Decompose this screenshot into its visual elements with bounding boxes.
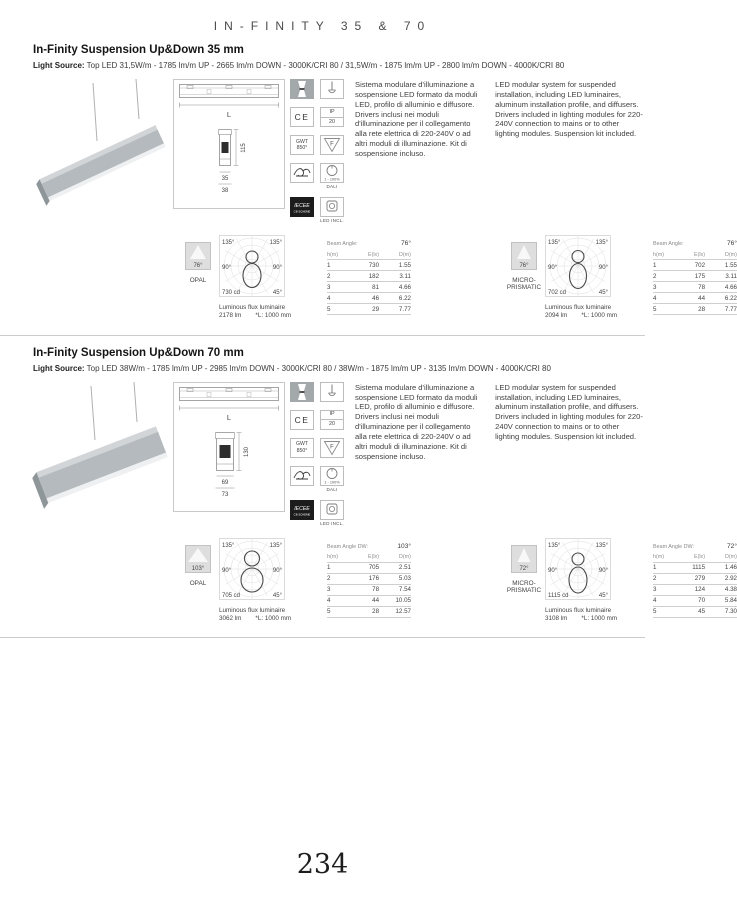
suspended-luminaire-render bbox=[33, 79, 173, 209]
table-row: 2 175 3.11 bbox=[653, 271, 737, 282]
table-row: 1 702 1.55 bbox=[653, 260, 737, 271]
table-row: 1 730 1.55 bbox=[327, 260, 411, 271]
page-title: IN-FINITY 35 & 70 bbox=[213, 19, 432, 33]
svg-text:135°: 135° bbox=[269, 240, 282, 246]
cross-section-drawing bbox=[199, 126, 259, 198]
beam-angle-icon bbox=[506, 545, 542, 595]
photometric-table bbox=[327, 240, 411, 315]
photometry-microprismatic bbox=[506, 538, 737, 623]
svg-text:72°: 72° bbox=[519, 565, 529, 572]
led-included-icon bbox=[320, 500, 344, 520]
table-row: 2 182 3.11 bbox=[327, 271, 411, 282]
photometry-opal bbox=[180, 235, 411, 320]
svg-text:1115 cd: 1115 cd bbox=[548, 592, 569, 599]
svg-text:F: F bbox=[330, 141, 334, 148]
table-header: Beam Angle: 76° bbox=[327, 240, 411, 247]
svg-text:135°: 135° bbox=[548, 240, 561, 246]
profile-drawing bbox=[177, 383, 281, 425]
svg-text:90°: 90° bbox=[272, 265, 282, 271]
section-title: In-Finity Suspension Up&Down 35 mm bbox=[33, 44, 244, 56]
beam-angle-icon bbox=[506, 242, 542, 292]
table-row: 3 81 4.66 bbox=[327, 282, 411, 293]
glow-wire-test-icon: GWT 850° bbox=[290, 438, 314, 458]
section-divider bbox=[0, 637, 645, 638]
dim-length: L bbox=[226, 412, 232, 422]
product-photo bbox=[33, 382, 173, 512]
svg-text:45°: 45° bbox=[598, 592, 608, 599]
technical-drawing bbox=[173, 79, 285, 209]
dimmable-icon bbox=[320, 466, 344, 486]
svg-text:45°: 45° bbox=[272, 592, 282, 599]
table-row: 2 176 5.03 bbox=[327, 574, 411, 585]
description-english: LED modular system for suspended installation, including LED luminaires, aluminum installation profile, and diffusers. Drivers included in lighting modules for 220-240V connection to mains or to other lighting modules. Suspension kit included. bbox=[495, 80, 643, 139]
dim-height: 115 bbox=[241, 143, 247, 153]
page-number: 234 bbox=[296, 849, 349, 880]
table-row: 5 29 7.77 bbox=[327, 304, 411, 315]
beam-angle-icon bbox=[180, 545, 216, 587]
svg-text:IECEE: IECEE bbox=[294, 505, 310, 512]
table-row: 5 28 12.57 bbox=[327, 607, 411, 618]
section-35mm bbox=[0, 44, 737, 320]
led-incl-caption: LED INCL. bbox=[320, 520, 344, 526]
polar-diagram bbox=[545, 538, 645, 623]
light-source-label: Light Source: bbox=[33, 363, 85, 373]
technical-drawing bbox=[173, 382, 285, 512]
ip20-rating-icon: IP 20 bbox=[320, 410, 344, 430]
diffuser-label: MICRO-PRISMATIC bbox=[506, 579, 542, 595]
table-row: 5 45 7.30 bbox=[653, 607, 737, 618]
light-source-value: Top LED 31,5W/m - 1785 lm/m UP - 2665 lm/m DOWN - 3000K/CRI 80 / 31,5W/m - 1875 lm/m UP - 2800 lm/m DOWN - 4000K/CRI 80 bbox=[86, 61, 565, 70]
table-row: 1 705 2.51 bbox=[327, 563, 411, 574]
dimmable-icon bbox=[320, 163, 344, 183]
suspension-mount-icon bbox=[320, 382, 344, 402]
dim-width-inner: 69 bbox=[221, 479, 229, 486]
ce-mark-icon: CE bbox=[290, 107, 314, 127]
table-column-headers: h(m) E(lx) D(m) bbox=[327, 553, 411, 563]
svg-text:135°: 135° bbox=[595, 542, 608, 549]
svg-text:705 cd: 705 cd bbox=[222, 592, 241, 599]
svg-text:45°: 45° bbox=[598, 290, 608, 296]
diffuser-label: OPAL bbox=[189, 277, 207, 284]
luminous-flux-caption: Luminous flux luminaire 3108 lm *L: 1000 mm bbox=[545, 606, 618, 622]
led-incl-caption: LED INCL. bbox=[320, 218, 344, 223]
svg-text:702 cd: 702 cd bbox=[548, 290, 567, 296]
svg-text:730 cd: 730 cd bbox=[222, 290, 241, 296]
svg-text:135°: 135° bbox=[222, 240, 235, 246]
profile-drawing bbox=[177, 80, 281, 122]
svg-text:1 - 100%: 1 - 100% bbox=[324, 480, 340, 485]
description-english: LED modular system for suspended installation, including LED luminaires, aluminum installation profile, and diffusers. Drivers included in lighting modules for 220-240V connection to mains or to other lighting modules. Suspension kit included. bbox=[495, 382, 643, 442]
dim-width-inner: 35 bbox=[221, 176, 229, 182]
table-row: 4 44 10.05 bbox=[327, 596, 411, 607]
table-row: 4 70 5.84 bbox=[653, 596, 737, 607]
light-source-value: Top LED 38W/m - 1785 lm/m UP - 2985 lm/m DOWN - 3000K/CRI 80 / 38W/m - 1875 lm/m UP - 3135 lm/m DOWN - 4000K/CRI 80 bbox=[86, 363, 551, 373]
svg-text:135°: 135° bbox=[222, 542, 235, 549]
section-title: In-Finity Suspension Up&Down 70 mm bbox=[33, 346, 244, 359]
photometry-row bbox=[180, 538, 737, 623]
dim-width-outer: 38 bbox=[221, 188, 229, 194]
f-symbol-icon bbox=[320, 135, 344, 155]
table-row: 2 279 2.92 bbox=[653, 574, 737, 585]
dali-caption: DALI bbox=[326, 486, 338, 492]
table-header: Beam Angle DW: 72° bbox=[653, 542, 737, 550]
dali-caption: DALI bbox=[326, 184, 338, 189]
svg-text:90°: 90° bbox=[548, 567, 558, 574]
svg-text:76°: 76° bbox=[519, 263, 529, 269]
polar-diagram bbox=[219, 538, 319, 623]
polar-diagram bbox=[219, 235, 319, 320]
table-row: 3 78 4.66 bbox=[653, 282, 737, 293]
svg-text:90°: 90° bbox=[598, 265, 608, 271]
diffuser-label: MICRO-PRISMATIC bbox=[506, 277, 542, 292]
certification-icons bbox=[290, 79, 346, 223]
product-photo bbox=[33, 79, 173, 209]
glow-wire-test-icon: GWT 850° bbox=[290, 135, 314, 155]
table-row: 3 78 7.54 bbox=[327, 585, 411, 596]
luminous-flux-caption: Luminous flux luminaire 2178 lm *L: 1000 mm bbox=[219, 304, 292, 319]
light-source-line bbox=[33, 364, 645, 373]
photometry-microprismatic bbox=[506, 235, 737, 320]
enec-icon bbox=[290, 466, 314, 486]
table-row: 5 28 7.77 bbox=[653, 304, 737, 315]
svg-text:45°: 45° bbox=[272, 290, 282, 296]
luminous-flux-caption: Luminous flux luminaire 2094 lm *L: 1000 mm bbox=[545, 304, 618, 319]
table-header: Beam Angle DW: 103° bbox=[327, 542, 411, 550]
suspended-luminaire-render bbox=[33, 382, 173, 512]
enec-icon bbox=[290, 163, 314, 183]
table-header: Beam Angle: 76° bbox=[653, 240, 737, 247]
photometry-opal bbox=[180, 538, 411, 623]
diffuser-label: OPAL bbox=[189, 579, 207, 587]
photometry-row bbox=[180, 235, 737, 320]
photometric-table bbox=[653, 543, 737, 618]
table-column-headers: h(m) E(lx) D(m) bbox=[327, 250, 411, 260]
description-italian: Sistema modulare d'illuminazione a sospensione LED formato da moduli LED, profilo di alluminio e diffusore. Drivers inclusi nei moduli d'illuminazione per il collegamento alla rete elettrica di 220-240V o ad altri moduli di illuminazione. Kit di sospensione incluso. bbox=[355, 382, 478, 461]
description-italian: Sistema modulare d'illuminazione a sospensione LED formato da moduli LED, profilo di alluminio e diffusore. Drivers inclusi nei moduli d'illuminazione per il collegamento alla rete elettrica di 220-240V o ad altri moduli di illuminazione. Kit di sospensione incluso. bbox=[355, 80, 478, 159]
table-column-headers: h(m) E(lx) D(m) bbox=[653, 250, 737, 260]
svg-text:90°: 90° bbox=[272, 567, 282, 574]
svg-text:90°: 90° bbox=[222, 265, 232, 271]
svg-text:103°: 103° bbox=[191, 565, 205, 572]
light-source-label: Light Source: bbox=[33, 61, 85, 70]
certification-icons bbox=[290, 382, 346, 526]
cross-section-drawing bbox=[199, 429, 259, 501]
svg-text:F: F bbox=[330, 444, 334, 451]
svg-text:CB SCHEME: CB SCHEME bbox=[293, 209, 311, 214]
photometric-table bbox=[327, 543, 411, 618]
ip20-rating-icon: IP 20 bbox=[320, 107, 344, 127]
dim-length: L bbox=[226, 110, 232, 119]
table-column-headers: h(m) E(lx) D(m) bbox=[653, 553, 737, 563]
dim-height: 130 bbox=[244, 446, 250, 457]
table-row: 4 44 6.22 bbox=[653, 293, 737, 304]
iecee-cb-icon bbox=[290, 500, 314, 520]
table-row: 3 124 4.38 bbox=[653, 585, 737, 596]
photometric-table bbox=[653, 240, 737, 315]
iecee-cb-icon bbox=[290, 197, 314, 217]
svg-text:90°: 90° bbox=[222, 567, 232, 574]
svg-text:135°: 135° bbox=[269, 542, 282, 549]
table-row: 4 46 6.22 bbox=[327, 293, 411, 304]
light-source-line bbox=[33, 61, 645, 70]
luminous-flux-caption: Luminous flux luminaire 3062 lm *L: 1000 mm bbox=[219, 606, 292, 622]
beam-angle-icon bbox=[180, 242, 216, 284]
section-70mm bbox=[0, 346, 737, 623]
up-down-emission-icon bbox=[290, 382, 314, 402]
svg-text:135°: 135° bbox=[548, 542, 561, 549]
section-divider bbox=[0, 335, 645, 336]
suspension-mount-icon bbox=[320, 79, 344, 99]
f-symbol-icon bbox=[320, 438, 344, 458]
led-included-icon bbox=[320, 197, 344, 217]
ce-mark-icon: CE bbox=[290, 410, 314, 430]
up-down-emission-icon bbox=[290, 79, 314, 99]
svg-text:90°: 90° bbox=[598, 567, 608, 574]
polar-diagram bbox=[545, 235, 645, 320]
svg-text:CB SCHEME: CB SCHEME bbox=[293, 512, 311, 517]
table-row: 1 1115 1.46 bbox=[653, 563, 737, 574]
svg-text:1 - 100%: 1 - 100% bbox=[324, 177, 340, 182]
dim-width-outer: 73 bbox=[221, 491, 229, 498]
svg-text:135°: 135° bbox=[595, 240, 608, 246]
svg-text:76°: 76° bbox=[193, 263, 203, 269]
svg-text:IECEE: IECEE bbox=[294, 203, 310, 209]
svg-text:90°: 90° bbox=[548, 265, 558, 271]
